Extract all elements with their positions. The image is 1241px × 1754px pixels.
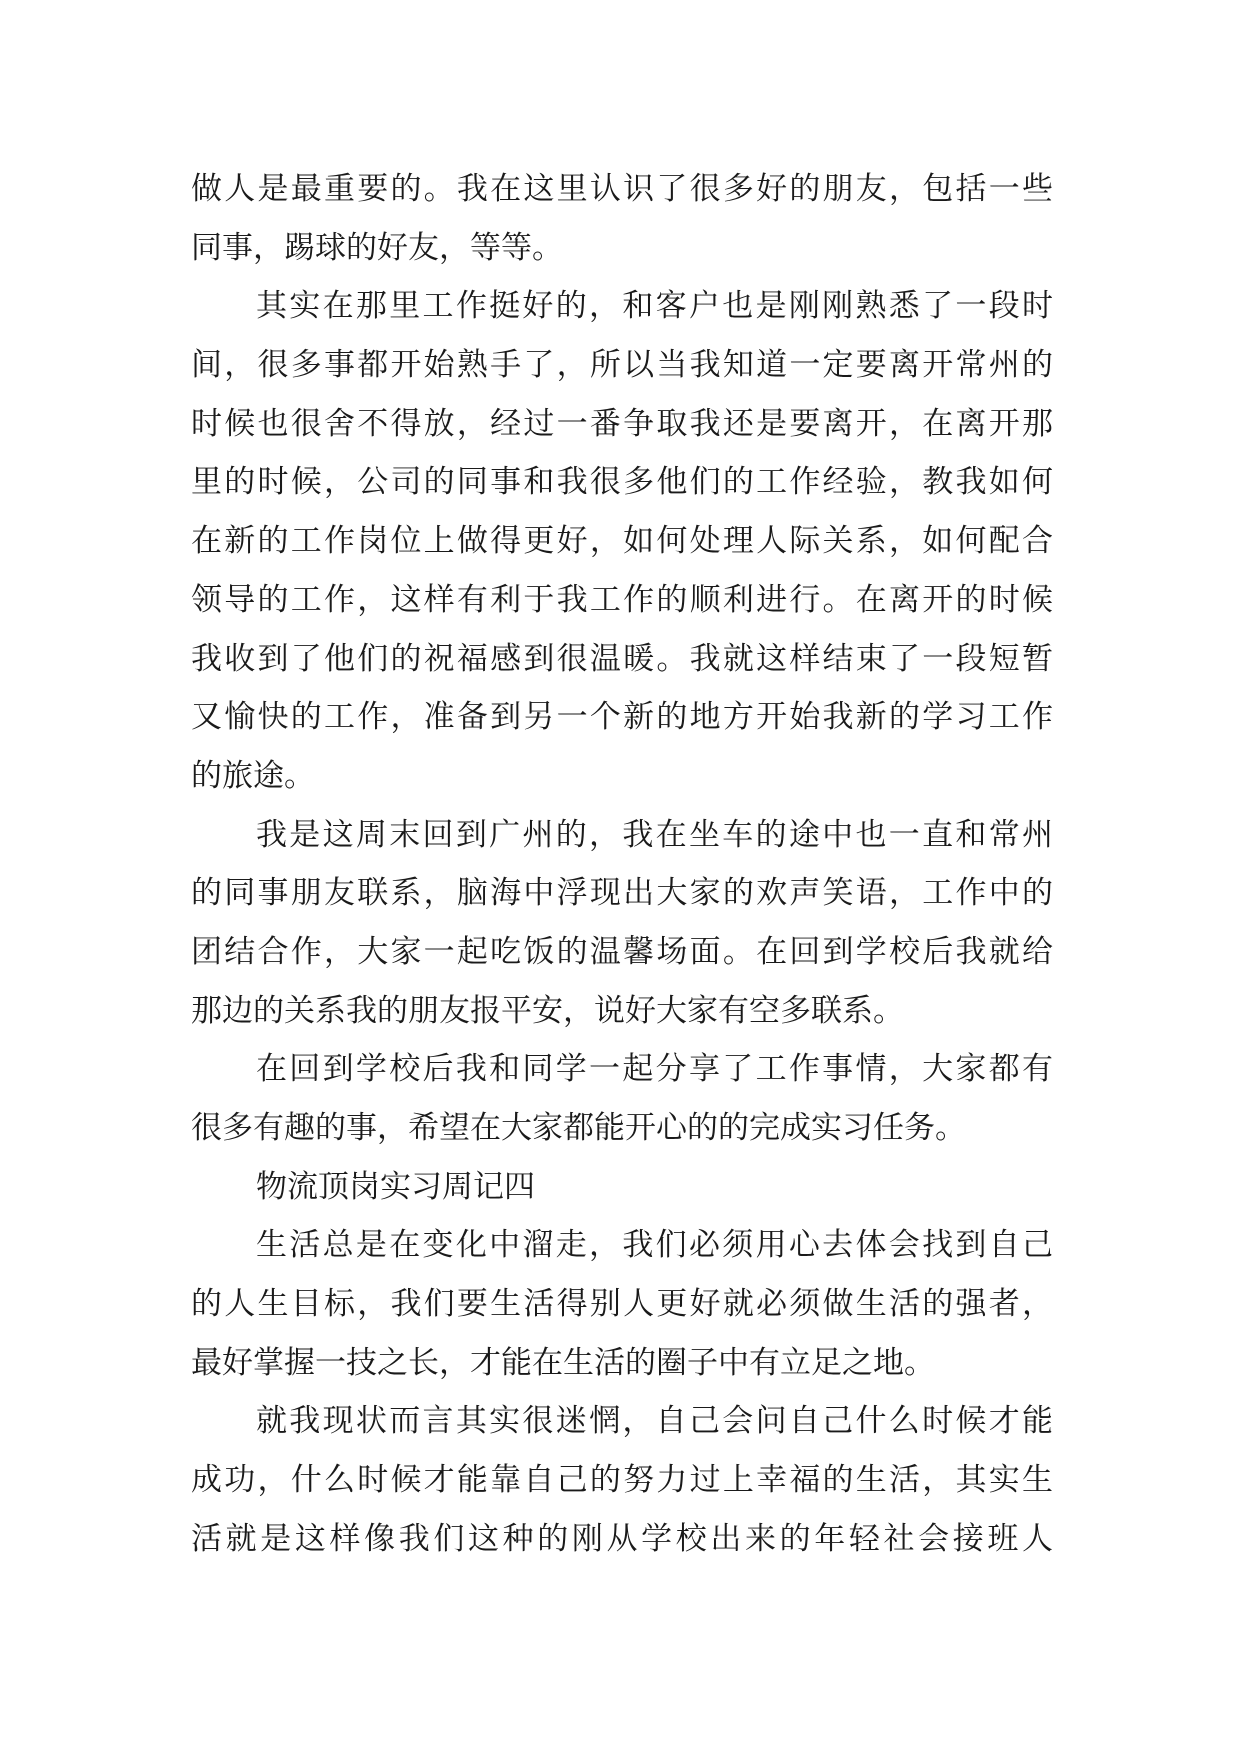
text-line: 活就是这样像我们这种的刚从学校出来的年轻社会接班人 — [191, 1520, 1053, 1557]
document-body — [191, 160, 1053, 1569]
text-line: 间，很多事都开始熟手了，所以当我知道一定要离开常州的 — [191, 347, 1053, 384]
text-line: 其实在那里工作挺好的，和客户也是刚刚熟悉了一段时 — [256, 288, 1053, 325]
text-line: 做人是最重要的。我在这里认识了很多好的朋友，包括一些 — [191, 171, 1053, 207]
text-line: 最好掌握一技之长，才能在生活的圈子中有立足之地。 — [191, 1344, 935, 1381]
text-line: 我是这周末回到广州的，我在坐车的途中也一直和常州 — [256, 816, 1053, 853]
text-line: 团结合作，大家一起吃饭的温馨场面。在回到学校后我就给 — [191, 933, 1053, 970]
text-line: 那边的关系我的朋友报平安，说好大家有空多联系。 — [191, 992, 904, 1029]
text-line: 生活总是在变化中溜走，我们必须用心去体会找到自己 — [256, 1227, 1053, 1264]
text-line: 成功，什么时候才能靠自己的努力过上幸福的生活，其实生 — [191, 1462, 1053, 1499]
text-line: 我收到了他们的祝福感到很温暖。我就这样结束了一段短暂 — [191, 640, 1053, 677]
text-line: 在回到学校后我和同学一起分享了工作事情，大家都有 — [256, 1051, 1053, 1088]
text-line: 同事，踢球的好友，等等。 — [191, 229, 563, 266]
text-line: 很多有趣的事，希望在大家都能开心的的完成实习任务。 — [191, 1110, 966, 1146]
text-line: 的人生目标，我们要生活得别人更好就必须做生活的强者， — [191, 1286, 1053, 1323]
text-line: 又愉快的工作，准备到另一个新的地方开始我新的学习工作 — [191, 699, 1053, 736]
text-line: 时候也很舍不得放，经过一番争取我还是要离开，在离开那 — [191, 405, 1053, 442]
text-line: 的同事朋友联系，脑海中浮现出大家的欢声笑语，工作中的 — [191, 875, 1053, 912]
section-heading: 物流顶岗实习周记四 — [256, 1168, 535, 1205]
text-line: 在新的工作岗位上做得更好，如何处理人际关系，如何配合 — [191, 523, 1053, 560]
text-line: 的旅途。 — [191, 757, 315, 794]
text-line: 里的时候，公司的同事和我很多他们的工作经验，教我如何 — [191, 464, 1053, 501]
text-line: 就我现状而言其实很迷惘，自己会问自己什么时候才能 — [256, 1403, 1053, 1440]
text-line: 领导的工作，这样有利于我工作的顺利进行。在离开的时候 — [191, 581, 1053, 618]
